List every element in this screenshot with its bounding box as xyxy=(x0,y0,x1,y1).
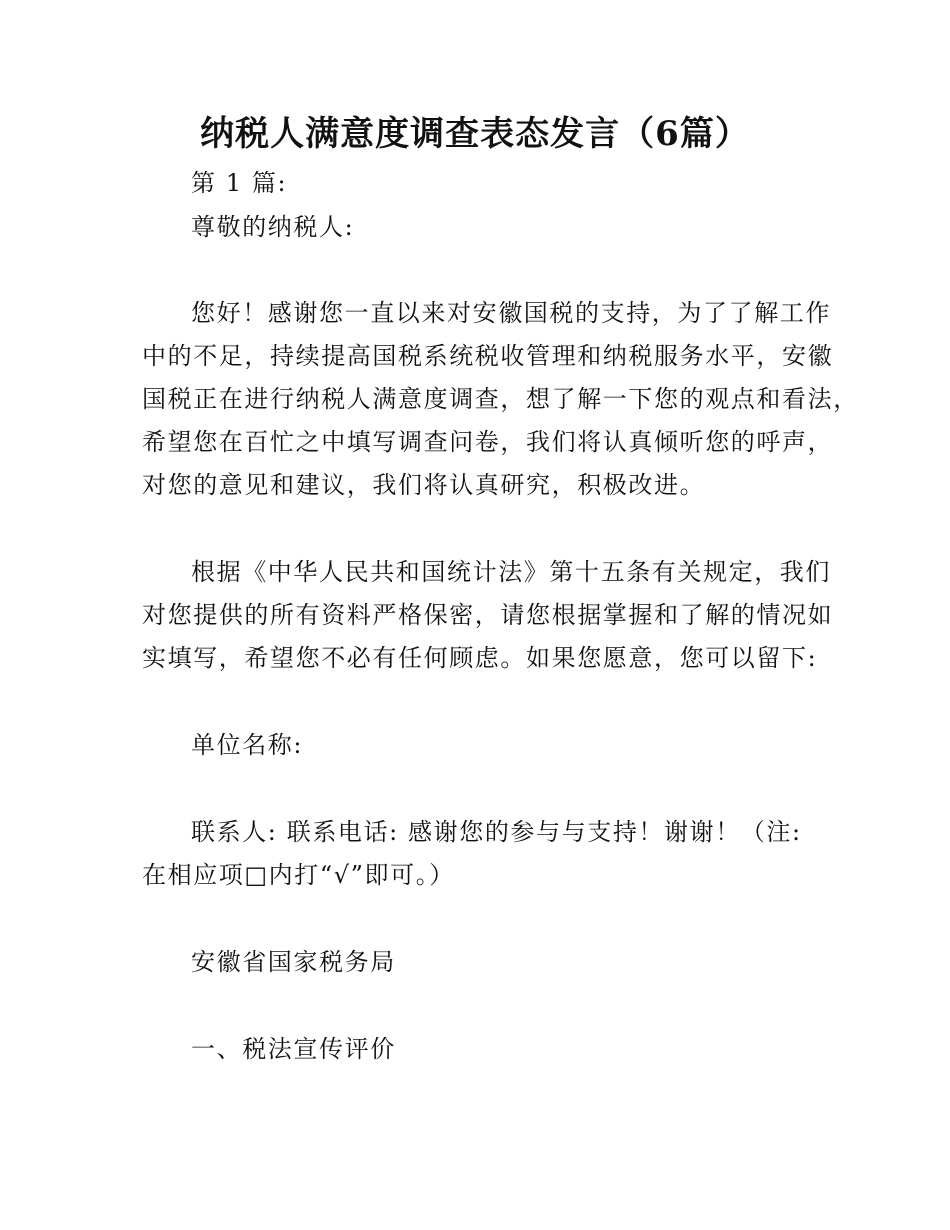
salutation: 尊敬的纳税人: xyxy=(191,213,355,241)
paragraph-1-line: 希望您在百忙之中填写调查问卷，我们将认真倾听您的呼声， xyxy=(142,428,834,456)
section-heading: 一、税法宣传评价 xyxy=(191,1035,396,1063)
paragraph-1-line: 国税正在进行纳税人满意度调查，想了解一下您的观点和看法， xyxy=(142,385,859,413)
issuer: 安徽省国家税务局 xyxy=(191,948,396,976)
section-label: 第 1 篇: xyxy=(191,169,288,197)
unit-name-label: 单位名称: xyxy=(191,731,304,759)
paragraph-1-line: 对您的意见和建议，我们将认真研究，积极改进。 xyxy=(142,471,706,499)
paragraph-1-line: 中的不足，持续提高国税系统税收管理和纳税服务水平，安徽 xyxy=(142,342,834,370)
paragraph-1-line: 您好！感谢您一直以来对安徽国税的支持，为了了解工作 xyxy=(191,299,831,327)
contact-line: 联系人: 联系电话: 感谢您的参与与支持！谢谢！（注: xyxy=(191,818,802,846)
paragraph-2-line: 根据《中华人民共和国统计法》第十五条有关规定，我们 xyxy=(191,558,831,586)
document-title: 纳税人满意度调查表态发言（6篇） xyxy=(200,114,750,154)
contact-line: 在相应项□内打“√”即可。） xyxy=(142,861,455,889)
paragraph-2-line: 对您提供的所有资料严格保密，请您根据掌握和了解的情况如 xyxy=(142,601,834,629)
paragraph-2-line: 实填写，希望您不必有任何顾虑。如果您愿意，您可以留下: xyxy=(142,644,818,672)
